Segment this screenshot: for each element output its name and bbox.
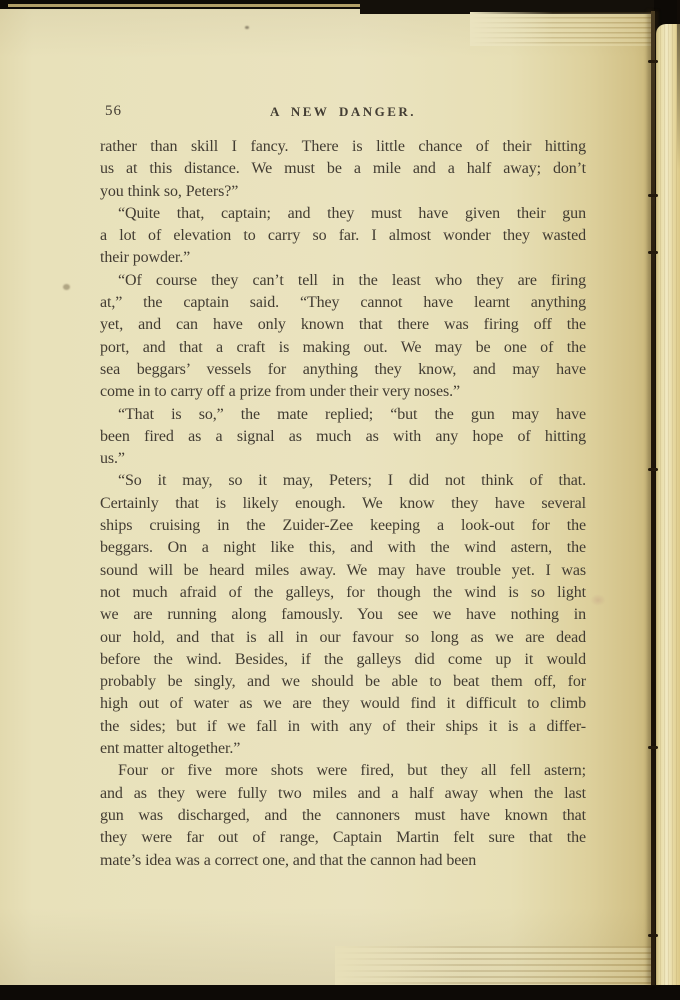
paper-blotch [590,594,606,606]
text-line: high out of water as we are they would find it difficult to climb [100,695,586,713]
text-line: beggars. On a night like this, and with the wind astern, the [100,539,586,557]
fore-edge-tick [648,468,658,471]
page-gutter-line [651,11,655,985]
bottom-page-edge-streaks [335,946,654,985]
text-line: “So it may, so it may, Peters; I did not think of that. [118,472,586,490]
text-line: mate’s idea was a correct one, and that the cannon had been [100,851,477,869]
text-line: sound will be heard miles away. We may have trouble yet. I was [100,561,586,579]
text-line: at,” the captain said. “They cannot have learnt anything [100,294,586,312]
top-page-edge-streaks [470,12,654,46]
running-header: A NEW DANGER. [269,104,417,119]
text-line: before the wind. Besides, if the galleys did come up it would [100,650,586,668]
fore-edge-tick [648,60,658,63]
text-line: Four or five more shots were fired, but they all fell astern; [118,762,586,780]
paragraph [100,136,586,203]
text-line: “Of course they can’t tell in the least who they are firing [118,271,586,289]
text-line: ships cruising in the Zuider-Zee keeping a look-out for the [100,517,586,535]
text-line: probably be singly, and we should be able to beat them off, for [100,673,586,691]
text-line: the sides; but if we fall in with any of their ships it is a differ- [100,717,586,735]
text-line: sea beggars’ vessels for anything they know, and may have [100,360,586,378]
text-line: their powder.” [100,249,191,267]
paragraph [100,470,586,760]
text-line: yet, and can have only known that there was firing off the [100,316,586,334]
text-line: gun was discharged, and the cannoners must have known that [100,806,586,824]
text-line: us.” [100,450,125,468]
text-line: ent matter altogether.” [100,740,241,758]
page-number: 56 [105,103,122,119]
paper-speck [63,284,70,290]
text-line: they were far out of range, Captain Martin felt sure that the [100,829,586,847]
page-head-row [100,103,586,123]
text-line: been fired as a signal as much as with any hope of hitting [100,427,586,445]
paragraph [100,760,586,871]
fore-edge-tick [648,934,658,937]
text-line: we are running along famously. You see we have nothing in [100,606,586,624]
paragraph [100,270,586,404]
paragraph [100,404,586,471]
text-line: a lot of elevation to carry so far. I almost wonder they wasted [100,227,586,245]
paragraph [100,203,586,270]
text-line: “That is so,” the mate replied; “but the gun may have [118,405,586,423]
fore-edge-tick [648,194,658,197]
text-line: and as they were fully two miles and a half away when the last [100,784,586,802]
paper-speck [245,26,249,29]
text-line: port, and that a craft is making out. We may be one of the [100,338,586,356]
text-line: you think so, Peters?” [100,182,239,200]
fore-edge-tick [648,251,658,254]
text-line: our hold, and that is all in our favour so long as we are dead [100,628,586,646]
text-line: come in to carry off a prize from under their very noses.” [100,383,460,401]
page-body [100,136,586,872]
text-line: Certainly that is likely enough. We know they have several [100,494,586,512]
text-line: us at this distance. We must be a mile and a half away; don’t [100,160,586,178]
text-line: “Quite that, captain; and they must have given their gun [118,204,586,222]
text-line: not much afraid of the galleys, for though the wind is so light [100,583,586,601]
text-line: rather than skill I fancy. There is little chance of their hitting [100,138,586,155]
fore-edge-tick [648,746,658,749]
